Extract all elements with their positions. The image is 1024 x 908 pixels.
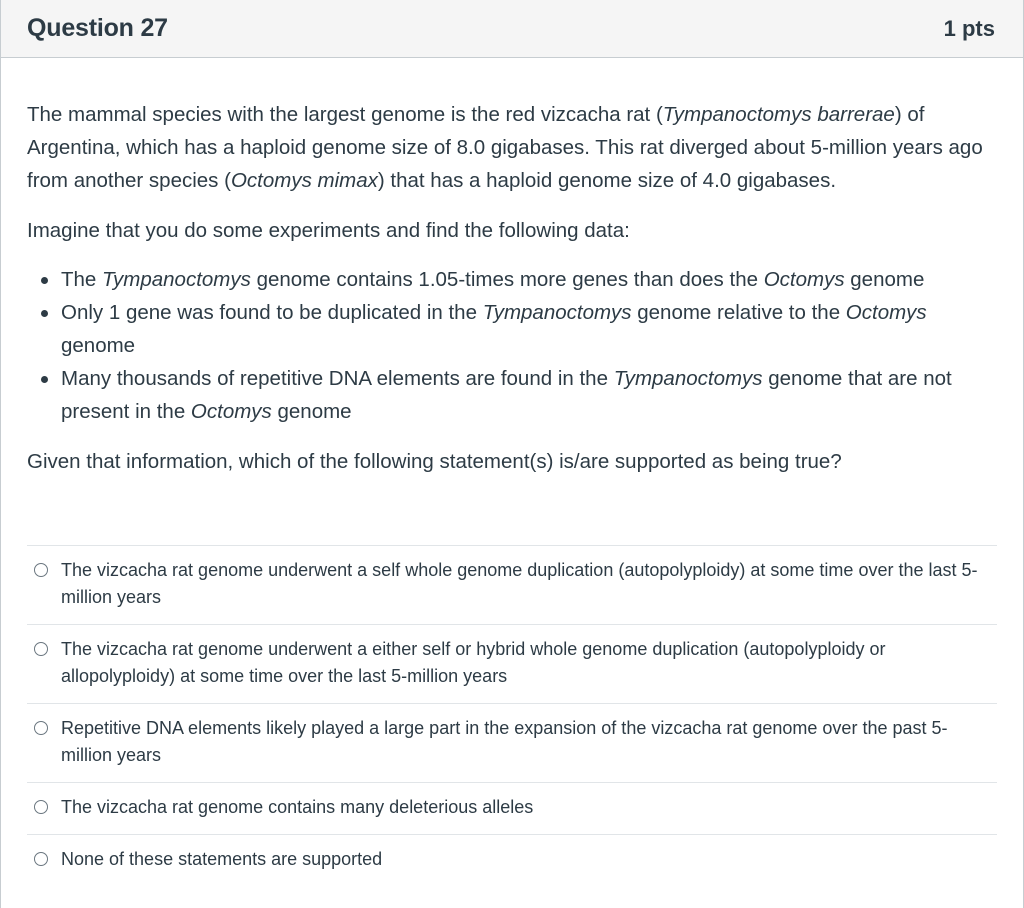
answer-option-2[interactable]	[27, 624, 997, 703]
intro-text-2: ) of Argentina, which has a haploid genome size of 8.0 gigabases. This rat diverged about 5-million years ago from another species (	[27, 103, 983, 192]
fact-italic: Octomys	[845, 301, 927, 324]
fact-text: genome contains 1.05-times more genes than does the	[250, 268, 764, 291]
question-intro-paragraph	[27, 98, 997, 197]
fact-italic: Tympanoctomys	[482, 301, 632, 324]
radio-button[interactable]	[34, 852, 48, 866]
list-item	[61, 263, 997, 296]
radio-button[interactable]	[34, 721, 48, 735]
list-item	[61, 362, 997, 428]
fact-italic: Tympanoctomys	[613, 367, 763, 390]
radio-button[interactable]	[34, 800, 48, 814]
fact-italic: Octomys	[763, 268, 845, 291]
fact-text: The	[61, 268, 103, 291]
fact-text: genome relative to the	[631, 301, 846, 324]
fact-italic: Octomys	[190, 400, 272, 423]
fact-text: genome that are not present in the	[61, 367, 952, 423]
fact-text: genome	[844, 268, 925, 291]
question-body	[1, 98, 1023, 478]
question-prompt: Given that information, which of the following statement(s) is/are supported as being true?	[27, 450, 842, 473]
radio-button[interactable]	[34, 642, 48, 656]
fact-text: genome	[271, 400, 352, 423]
list-item	[61, 296, 997, 362]
answer-option-4[interactable]	[27, 782, 997, 834]
answer-option-3[interactable]	[27, 703, 997, 782]
answer-option-5[interactable]	[27, 834, 997, 886]
fact-italic: Tympanoctomys	[102, 268, 251, 291]
data-findings-list	[27, 263, 997, 428]
answer-option-1[interactable]	[27, 545, 997, 624]
answer-label[interactable]: Repetitive DNA elements likely played a large part in the expansion of the vizcacha rat genome over the past 5-million years	[61, 718, 948, 765]
answer-label[interactable]: The vizcacha rat genome underwent a self whole genome duplication (autopolyploidy) at some time over the last 5-million years	[61, 560, 978, 607]
intro-text-1: The mammal species with the largest genome is the red vizcacha rat (	[27, 103, 663, 126]
fact-text: Only 1 gene was found to be duplicated in the	[61, 301, 483, 324]
species-name-tympanoctomys: Tympanoctomys barrerae	[662, 103, 895, 126]
fact-text: Many thousands of repetitive DNA elements are found in the	[61, 367, 614, 390]
answer-options	[27, 545, 997, 886]
answer-label[interactable]: The vizcacha rat genome contains many deleterious alleles	[61, 797, 534, 817]
fact-text: genome	[61, 334, 136, 357]
question-title: Question 27	[27, 14, 168, 42]
intro-text-3: ) that has a haploid genome size of 4.0 gigabases.	[377, 169, 837, 192]
question-header	[1, 0, 1023, 58]
question-data-intro: Imagine that you do some experiments and find the following data:	[27, 219, 630, 242]
answer-label[interactable]: None of these statements are supported	[61, 849, 383, 869]
species-name-octomys: Octomys mimax	[230, 169, 378, 192]
question-points: 1 pts	[943, 15, 995, 41]
radio-button[interactable]	[34, 563, 48, 577]
answer-label[interactable]: The vizcacha rat genome underwent a either self or hybrid whole genome duplication (autopolyploidy or allopolyploidy) at some time over the last 5-million years	[61, 639, 886, 686]
